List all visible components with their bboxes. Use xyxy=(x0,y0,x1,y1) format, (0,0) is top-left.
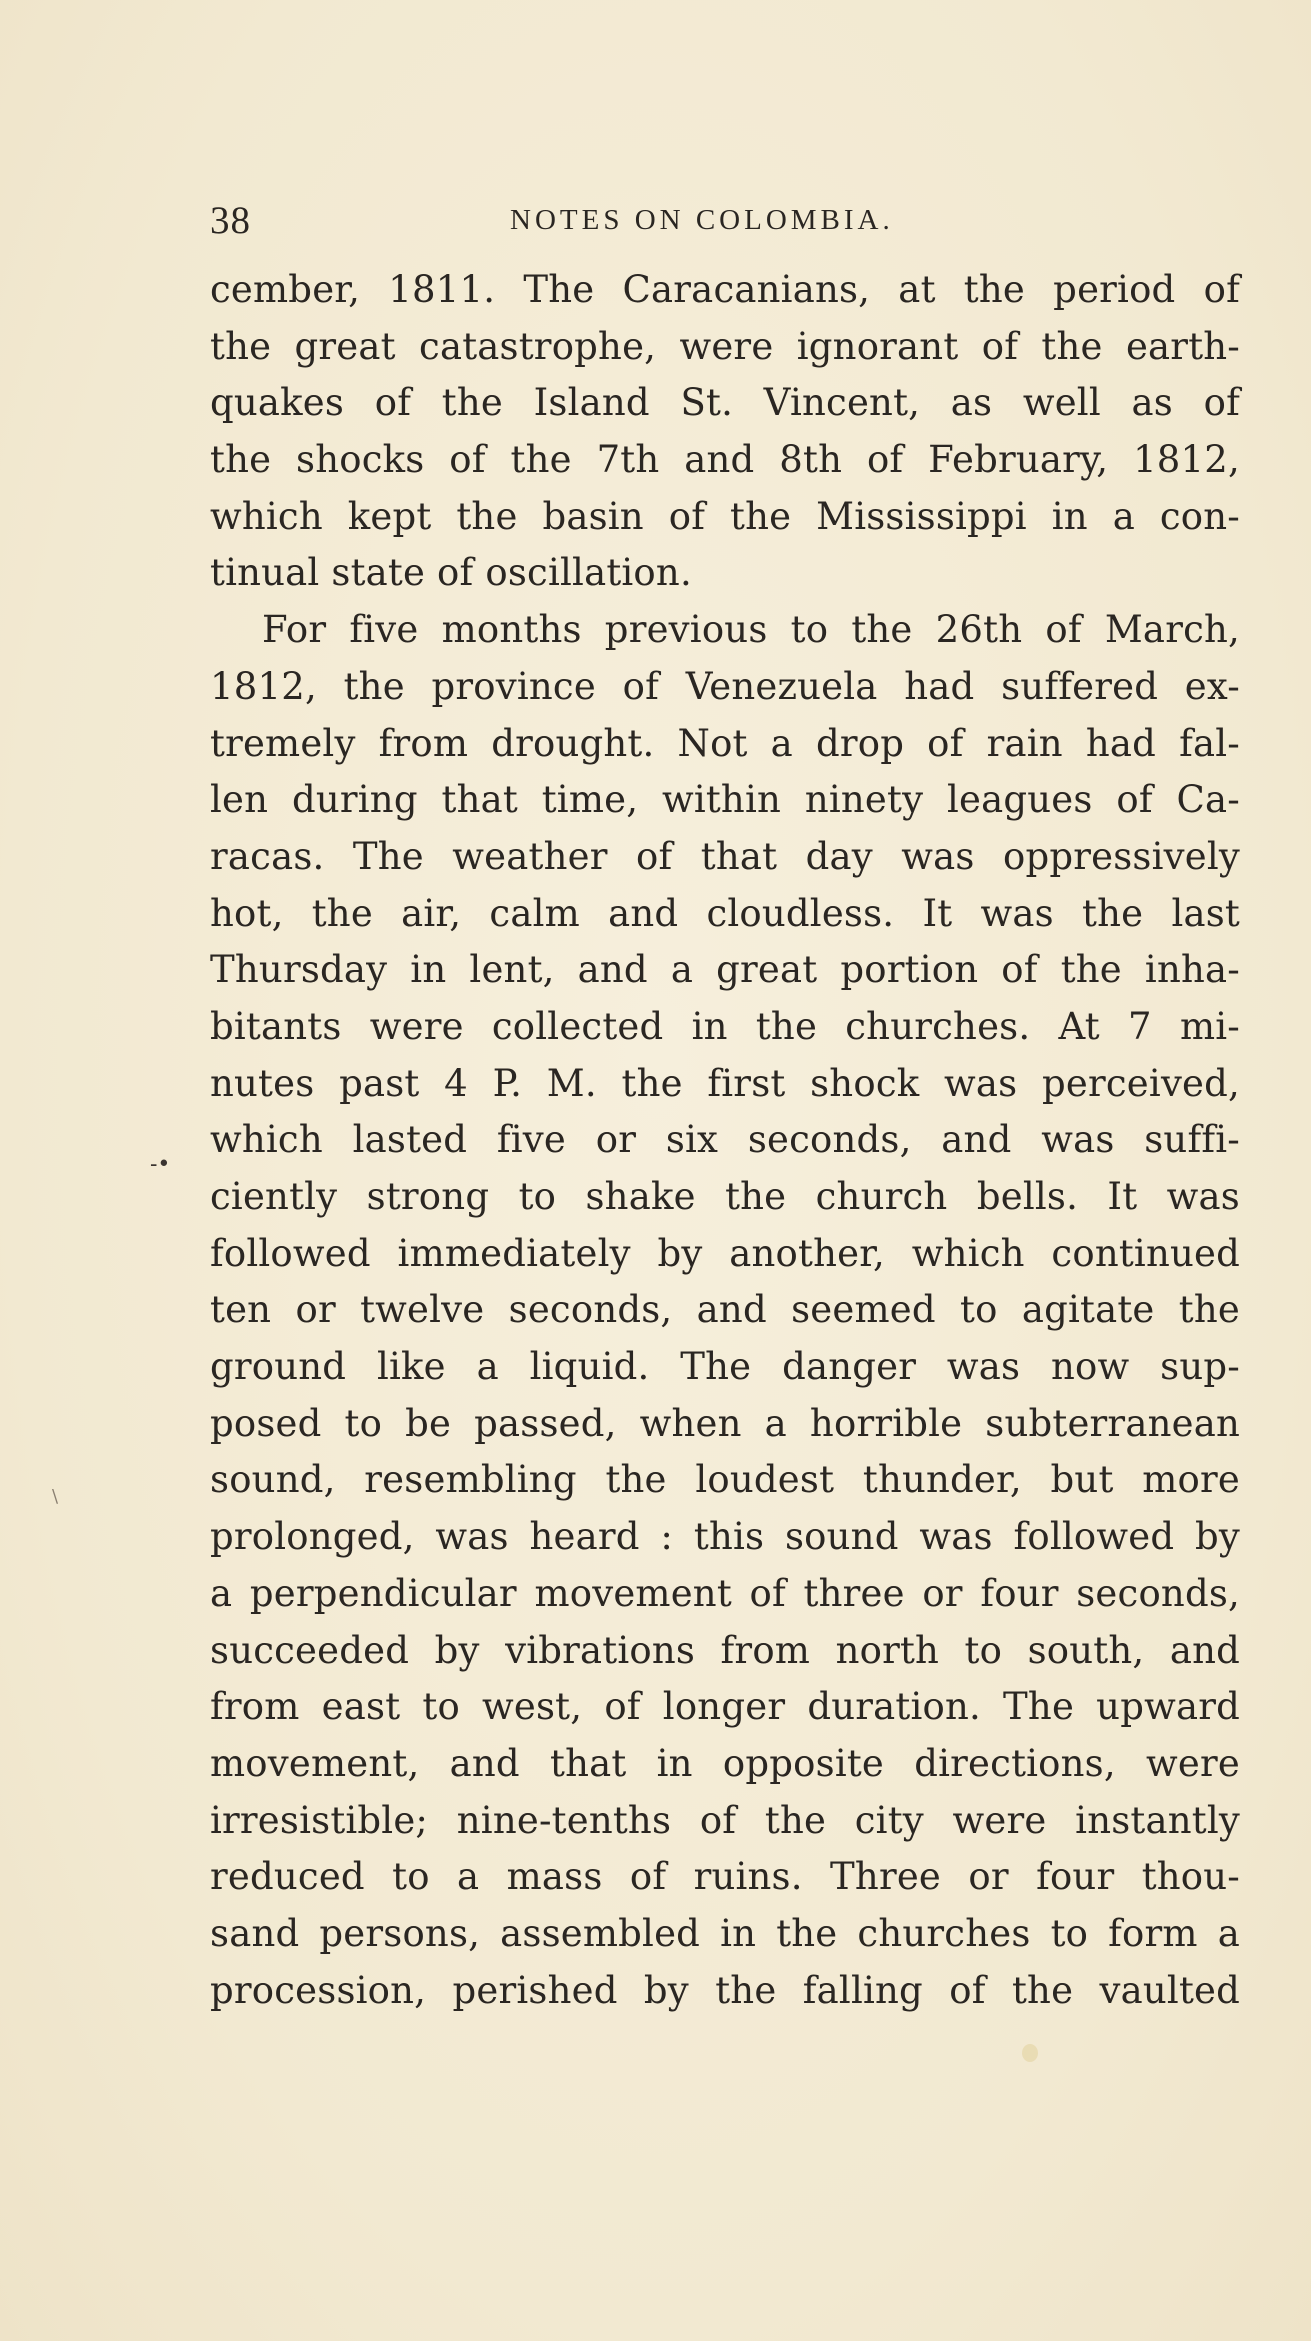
body-text xyxy=(210,262,1240,2019)
running-head: NOTES ON COLOMBIA. xyxy=(510,204,894,236)
text-line: prolonged, was heard : this sound was followed by xyxy=(210,1515,1240,1559)
text-line: For five months previous to the 26th of March, xyxy=(262,608,1240,652)
text-line: a perpendicular movement of three or four seconds, xyxy=(210,1571,1240,1615)
text-line: reduced to a mass of ruins. Three or four thou- xyxy=(210,1855,1240,1899)
text-line: Thursday in lent, and a great portion of the inha- xyxy=(210,948,1240,992)
text-line: racas. The weather of that day was oppressively xyxy=(210,834,1240,878)
text-line: ciently strong to shake the church bells. It was xyxy=(210,1175,1240,1218)
text-line: the great catastrophe, were ignorant of the earth- xyxy=(210,324,1240,368)
text-line: which kept the basin of the Mississippi in a con- xyxy=(210,494,1240,538)
stray-mark: \ xyxy=(52,1486,59,1507)
text-line: posed to be passed, when a horrible subterranean xyxy=(210,1401,1240,1445)
text-line: len during that time, within ninety leagues of Ca- xyxy=(210,778,1240,822)
text-line: succeeded by vibrations from north to south, and xyxy=(210,1628,1240,1672)
text-line: nutes past 4 P. M. the first shock was perceived, xyxy=(210,1061,1240,1105)
text-line: irresistible; nine-tenths of the city were instantly xyxy=(210,1798,1240,1842)
text-line: tremely from drought. Not a drop of rain had fal- xyxy=(210,721,1240,765)
text-line: followed immediately by another, which continued xyxy=(210,1231,1240,1275)
text-line: procession, perished by the falling of the vaulted xyxy=(210,1968,1240,2012)
text-line: bitants were collected in the churches. At 7 mi- xyxy=(210,1004,1240,1048)
text-line: the shocks of the 7th and 8th of February, 1812, xyxy=(210,438,1240,482)
text-line: sand persons, assembled in the churches to form a xyxy=(210,1911,1240,1955)
text-line: tinual state of oscillation. xyxy=(210,551,692,595)
text-line: quakes of the Island St. Vincent, as well as of xyxy=(210,381,1240,425)
text-line: cember, 1811. The Caracanians, at the period of xyxy=(210,268,1240,311)
text-line: 1812, the province of Venezuela had suffered ex- xyxy=(210,664,1240,708)
text-line: sound, resembling the loudest thunder, but more xyxy=(210,1458,1240,1502)
text-line: ground like a liquid. The danger was now sup- xyxy=(210,1345,1240,1389)
page-header xyxy=(210,198,1240,248)
text-line: which lasted five or six seconds, and was suffi- xyxy=(210,1118,1240,1162)
text-line: movement, and that in opposite directions, were xyxy=(210,1741,1240,1785)
paper-stain xyxy=(1022,2044,1038,2062)
margin-mark: -• xyxy=(150,1152,171,1177)
text-line: from east to west, of longer duration. The upward xyxy=(210,1685,1240,1729)
text-line: hot, the air, calm and cloudless. It was the last xyxy=(210,891,1240,935)
page-number: 38 xyxy=(210,199,251,242)
text-line: ten or twelve seconds, and seemed to agitate the xyxy=(210,1288,1240,1332)
